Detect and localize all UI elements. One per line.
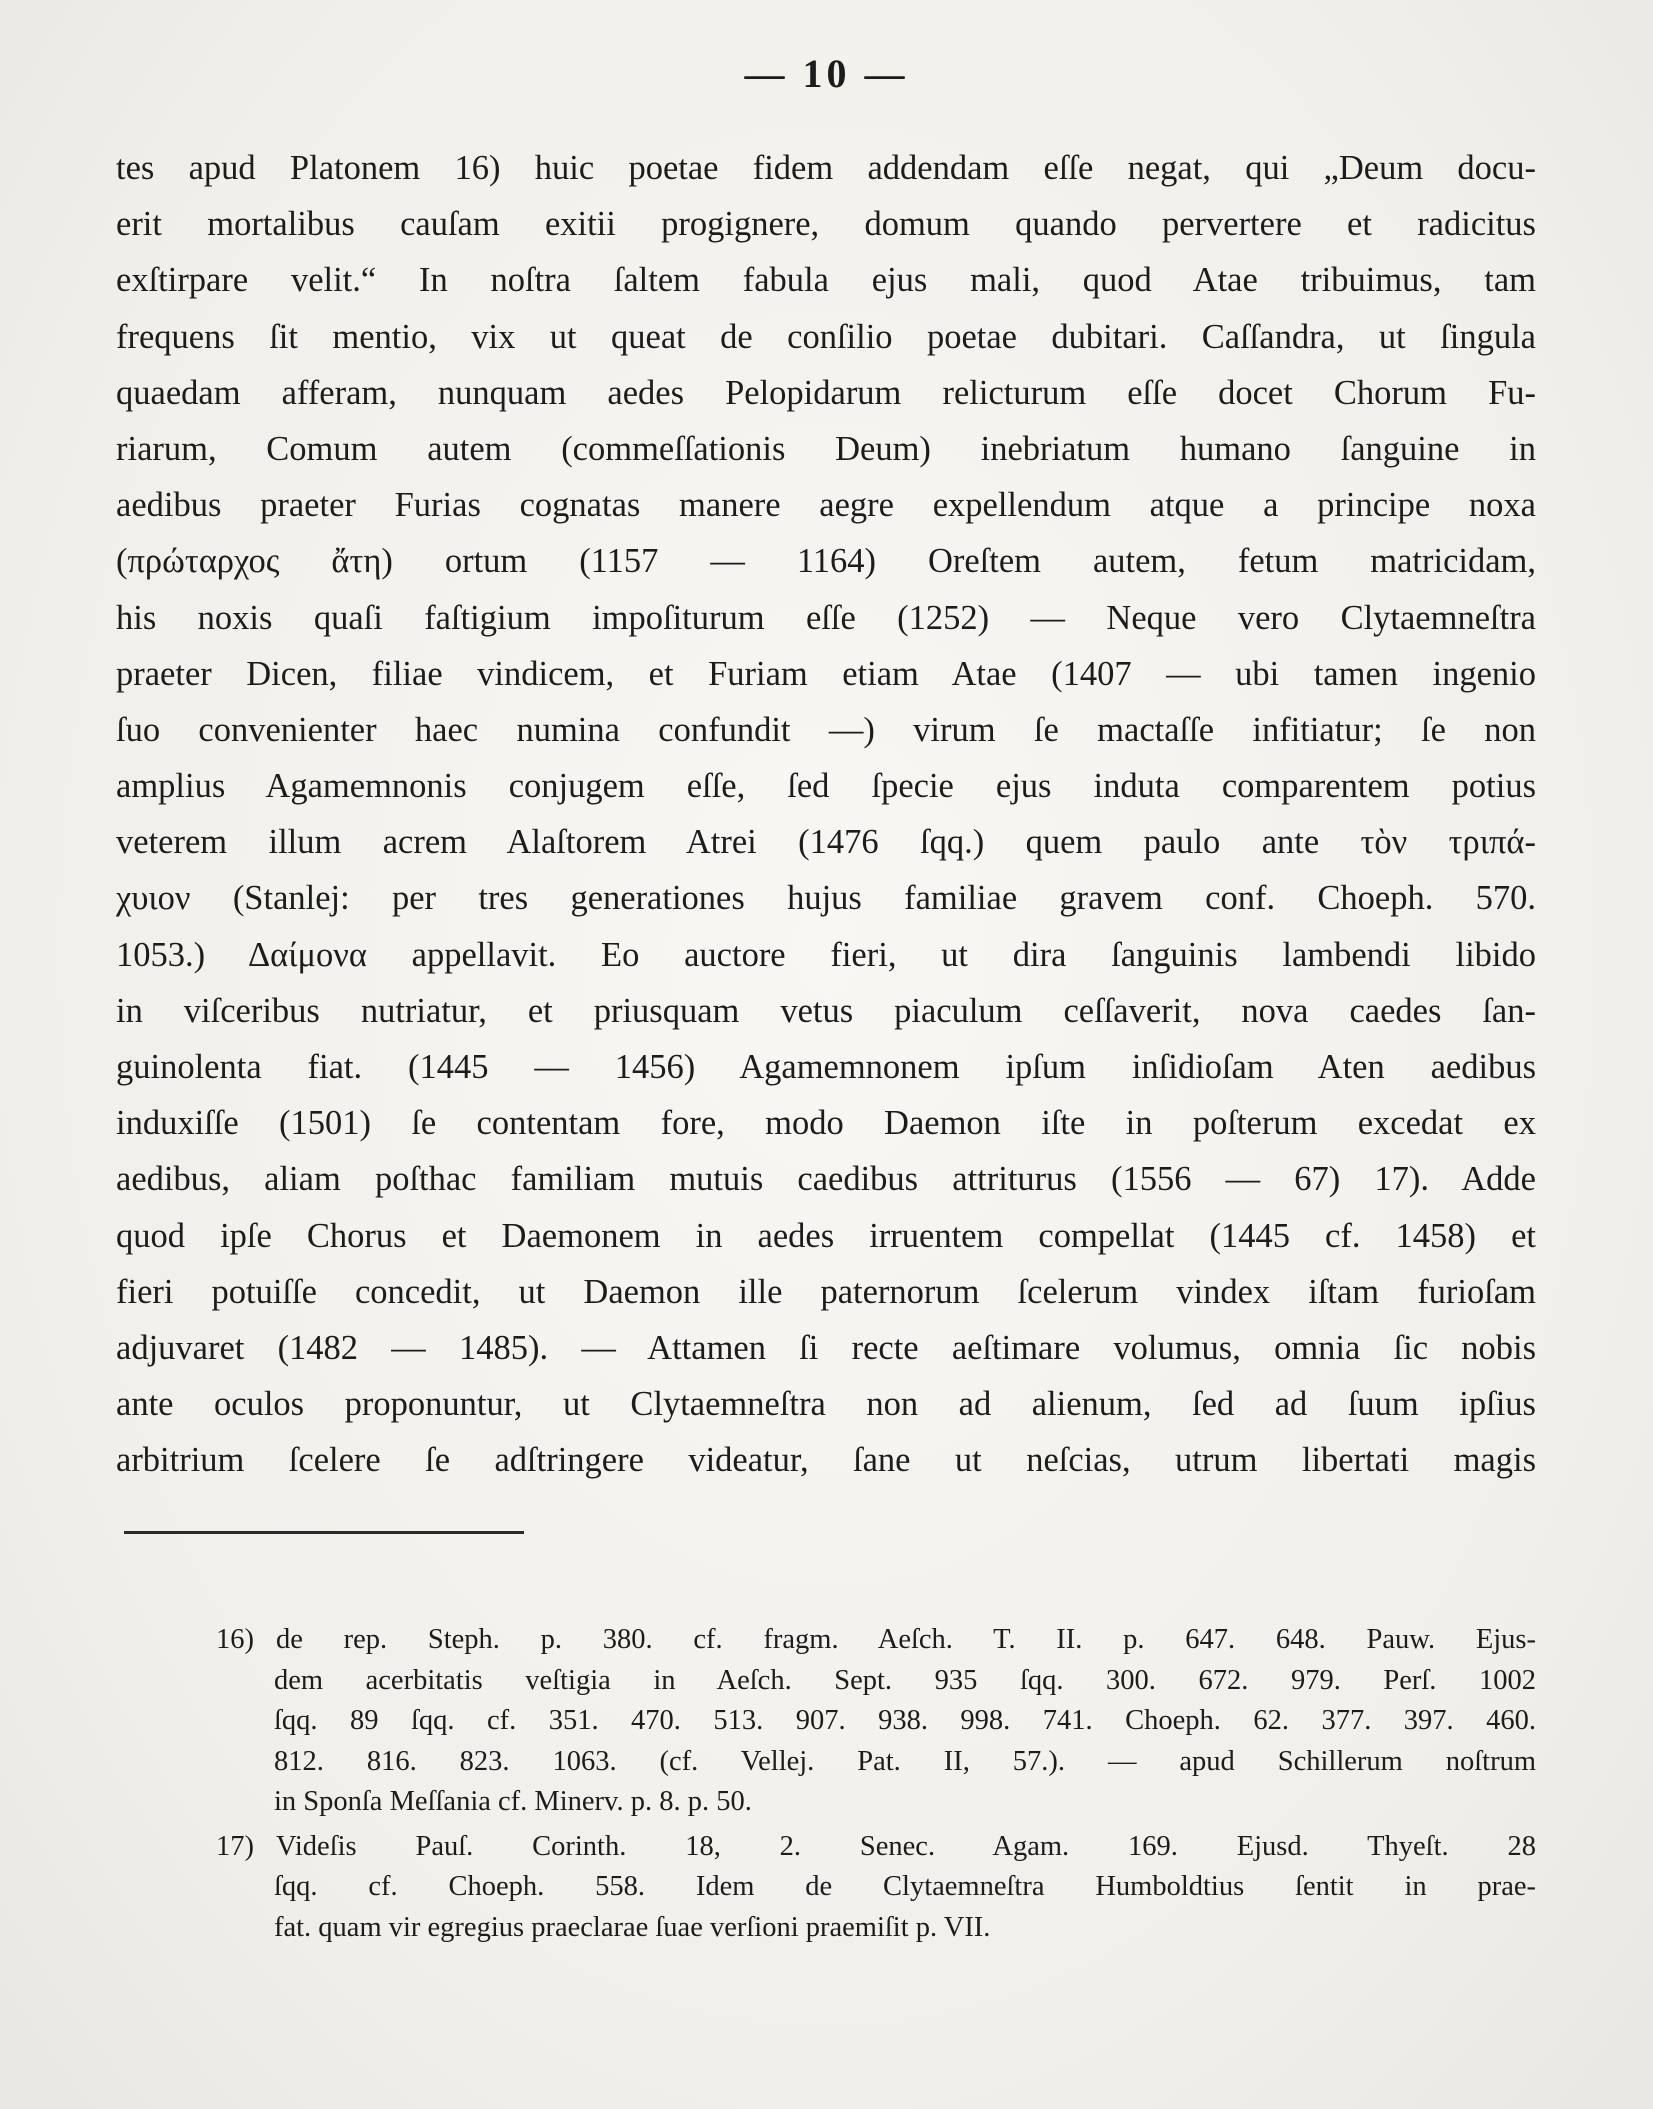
footnote-divider: [124, 1531, 524, 1534]
footnote-16: [218, 1620, 1536, 1823]
footnote-line: fat. quam vir egregius praeclarae ſuae verſioni praemiſit p. VII.: [274, 1911, 991, 1943]
footnote-line: 812. 816. 823. 1063. (cf. Vellej. Pat. II, 57.). — apud Schillerum noſtrum: [274, 1745, 1536, 1777]
text-line: riarum, Comum autem (commeſſationis Deum) inebriatum humano ſanguine in: [116, 429, 1536, 468]
text-line: ſuo convenienter haec numina confundit —) virum ſe mactaſſe infitiatur; ſe non: [116, 710, 1536, 749]
text-line: amplius Agamemnonis conjugem eſſe, ſed ſpecie ejus induta comparentem potius: [116, 767, 1536, 806]
text-line: aedibus, aliam poſthac familiam mutuis caedibus attriturus (1556 — 67) 17). Adde: [116, 1160, 1536, 1199]
text-line: praeter Dicen, filiae vindicem, et Furiam etiam Atae (1407 — ubi tamen ingenio: [116, 654, 1536, 693]
footnotes-section: [218, 1620, 1536, 1952]
footnote-17: [218, 1827, 1536, 1949]
text-line: χυιον (Stanlej: per tres generationes hujus familiae gravem conf. Choeph. 570.: [116, 879, 1536, 918]
footnote-line: in Sponſa Meſſania cf. Minerv. p. 8. p. 50.: [274, 1786, 752, 1817]
text-line: quaedam afferam, nunquam aedes Pelopidarum relicturum eſſe docet Chorum Fu-: [116, 373, 1536, 412]
footnote-marker: 17): [216, 1830, 254, 1862]
footnote-line: Videſis Pauſ. Corinth. 18, 2. Senec. Agam. 169. Ejusd. Thyeſt. 28: [276, 1830, 1536, 1862]
text-line: in viſceribus nutriatur, et priusquam vetus piaculum ceſſaverit, nova caedes ſan-: [116, 991, 1536, 1030]
footnote-line: de rep. Steph. p. 380. cf. fragm. Aeſch. T. II. p. 647. 648. Pauw. Ejus-: [276, 1624, 1536, 1655]
footnote-line: ſqq. cf. Choeph. 558. Idem de Clytaemneſtra Humboldtius ſentit in prae-: [274, 1871, 1536, 1902]
main-text: [116, 140, 1536, 1489]
text-line: ante oculos proponuntur, ut Clytaemneſtra non ad alienum, ſed ad ſuum ipſius: [116, 1385, 1536, 1424]
text-line: aedibus praeter Furias cognatas manere aegre expellendum atque a principe noxa: [116, 486, 1536, 525]
text-line: induxiſſe (1501) ſe contentam fore, modo Daemon iſte in poſterum excedat ex: [116, 1104, 1536, 1143]
text-line: his noxis quaſi faſtigium impoſiturum eſſe (1252) — Neque vero Clytaemneſtra: [116, 598, 1536, 637]
text-line: arbitrium ſcelere ſe adſtringere videatur, ſane ut neſcias, utrum libertati magis: [116, 1441, 1536, 1480]
footnote-line: dem acerbitatis veſtigia in Aeſch. Sept. 935 ſqq. 300. 672. 979. Perſ. 1002: [274, 1664, 1536, 1696]
text-line: exſtirpare velit.“ In noſtra ſaltem fabula ejus mali, quod Atae tribuimus, tam: [116, 261, 1536, 300]
text-line: (πρώταρχος ἄτη) ortum (1157 — 1164) Oreſtem autem, fetum matricidam,: [116, 542, 1536, 581]
text-line: guinolenta fiat. (1445 — 1456) Agamemnonem ipſum inſidioſam Aten aedibus: [116, 1048, 1536, 1086]
text-line: frequens ſit mentio, vix ut queat de conſilio poetae dubitari. Caſſandra, ut ſingula: [116, 317, 1536, 356]
text-line: fieri potuiſſe concedit, ut Daemon ille paternorum ſcelerum vindex iſtam furioſam: [116, 1272, 1536, 1311]
text-line: erit mortalibus cauſam exitii progignere, domum quando pervertere et radicitus: [116, 205, 1536, 244]
footnote-marker: 16): [216, 1624, 254, 1655]
text-line: adjuvaret (1482 — 1485). — Attamen ſi recte aeſtimare volumus, omnia ſic nobis: [116, 1328, 1536, 1367]
text-line: veterem illum acrem Alaſtorem Atrei (1476 ſqq.) quem paulo ante τὸν τριπά-: [116, 823, 1536, 862]
footnote-line: ſqq. 89 ſqq. cf. 351. 470. 513. 907. 938. 998. 741. Choeph. 62. 377. 397. 460.: [274, 1705, 1536, 1736]
text-line: quod ipſe Chorus et Daemonem in aedes irruentem compellat (1445 cf. 1458) et: [116, 1216, 1536, 1255]
text-line: tes apud Platonem 16) huic poetae fidem addendam eſſe negat, qui „Deum docu-: [116, 149, 1536, 187]
text-line: 1053.) Δαίμονα appellavit. Eo auctore fieri, ut dira ſanguinis lambendi libido: [116, 935, 1536, 974]
page-number: — 10 —: [744, 51, 909, 96]
